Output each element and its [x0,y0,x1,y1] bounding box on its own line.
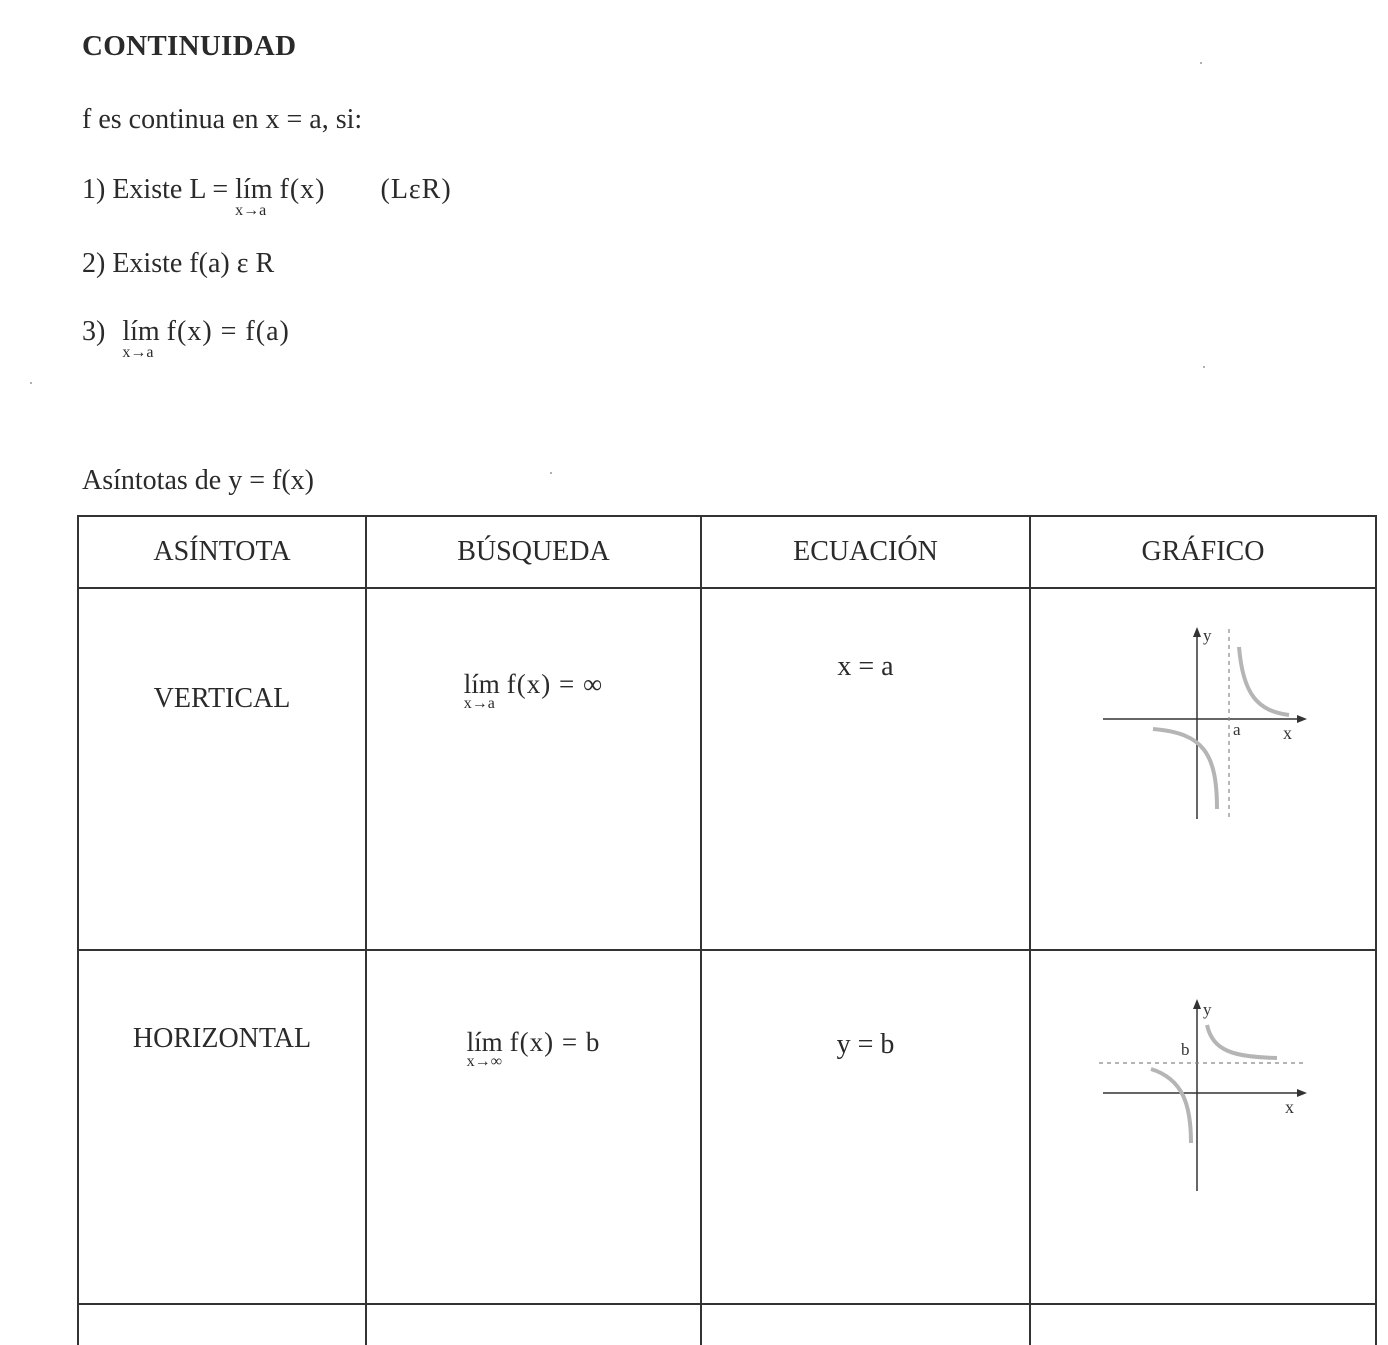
empty-cell [366,1304,701,1345]
table-header-row [78,516,1376,588]
curve-left-branch [1153,729,1217,809]
vertical-asymptote-graph [1093,625,1313,825]
condition-1-expr-post: f(x) [279,174,326,205]
table-row-vertical [78,588,1376,950]
page-title: CONTINUIDAD [82,30,297,62]
intro-text: f es continua en x = a, si: [82,104,363,135]
condition-1-note: (LεR) [380,174,452,205]
lim-word: lím [235,174,273,205]
scan-speck [1200,62,1202,64]
search-expr: f(x) = b [509,1027,601,1057]
empty-cell [78,1304,366,1345]
x-axis-arrow [1297,1089,1307,1097]
condition-1 [82,174,452,219]
curve-right-branch [1239,647,1289,715]
graph-cell [1030,588,1376,950]
horizontal-asymptote-graph [1093,997,1313,1197]
search-limit [466,1027,503,1070]
condition-3-expr: f(x) = f(a) [166,316,290,347]
condition-1-prefix: 1) Existe [82,174,183,205]
y-axis-label: y [1203,1000,1212,1019]
condition-3-prefix: 3) [82,316,106,347]
search-expr: f(x) = ∞ [506,669,604,699]
table-row-horizontal [78,950,1376,1304]
point-a-label: a [1233,720,1241,739]
empty-cell [701,1304,1030,1345]
scan-speck [1203,366,1205,368]
scan-speck [550,472,552,474]
header-grafico: GRÁFICO [1030,516,1376,588]
asymptotes-heading: Asíntotas de y = f(x) [82,465,314,496]
x-axis-arrow [1297,715,1307,723]
header-ecuacion: ECUACIÓN [701,516,1030,588]
condition-1-limit [235,174,273,219]
y-axis-label: y [1203,626,1212,645]
search-cell [366,588,701,950]
equation-cell: y = b [701,950,1030,1304]
equation-cell: x = a [701,588,1030,950]
lim-subscript: x→a [235,202,267,219]
asymptotes-table [77,515,1377,1345]
y-axis-arrow [1193,627,1201,637]
header-asintota: ASÍNTOTA [78,516,366,588]
lim-subscript: x→a [122,344,154,361]
lim-word: lím [466,1027,503,1057]
curve-right-branch [1207,1025,1277,1058]
lim-word: lím [463,669,500,699]
asymptote-name: VERTICAL [78,588,366,950]
curve-left-branch [1151,1069,1191,1143]
table-row-empty [78,1304,1376,1345]
lim-subscript: x→∞ [466,1053,503,1070]
header-busqueda: BÚSQUEDA [366,516,701,588]
point-b-label: b [1181,1040,1190,1059]
asymptote-name: HORIZONTAL [78,950,366,1304]
condition-1-expr-pre: L = [189,174,236,205]
graph-cell [1030,950,1376,1304]
y-axis-arrow [1193,999,1201,1009]
x-axis-label: x [1283,723,1292,743]
search-limit [463,669,500,712]
condition-3 [82,316,290,361]
condition-2: 2) Existe f(a) ε R [82,248,275,279]
scan-speck [30,382,32,384]
x-axis-label: x [1285,1097,1294,1117]
lim-word: lím [122,316,160,347]
lim-subscript: x→a [463,695,495,712]
condition-3-limit [122,316,160,361]
search-cell [366,950,701,1304]
empty-cell [1030,1304,1376,1345]
